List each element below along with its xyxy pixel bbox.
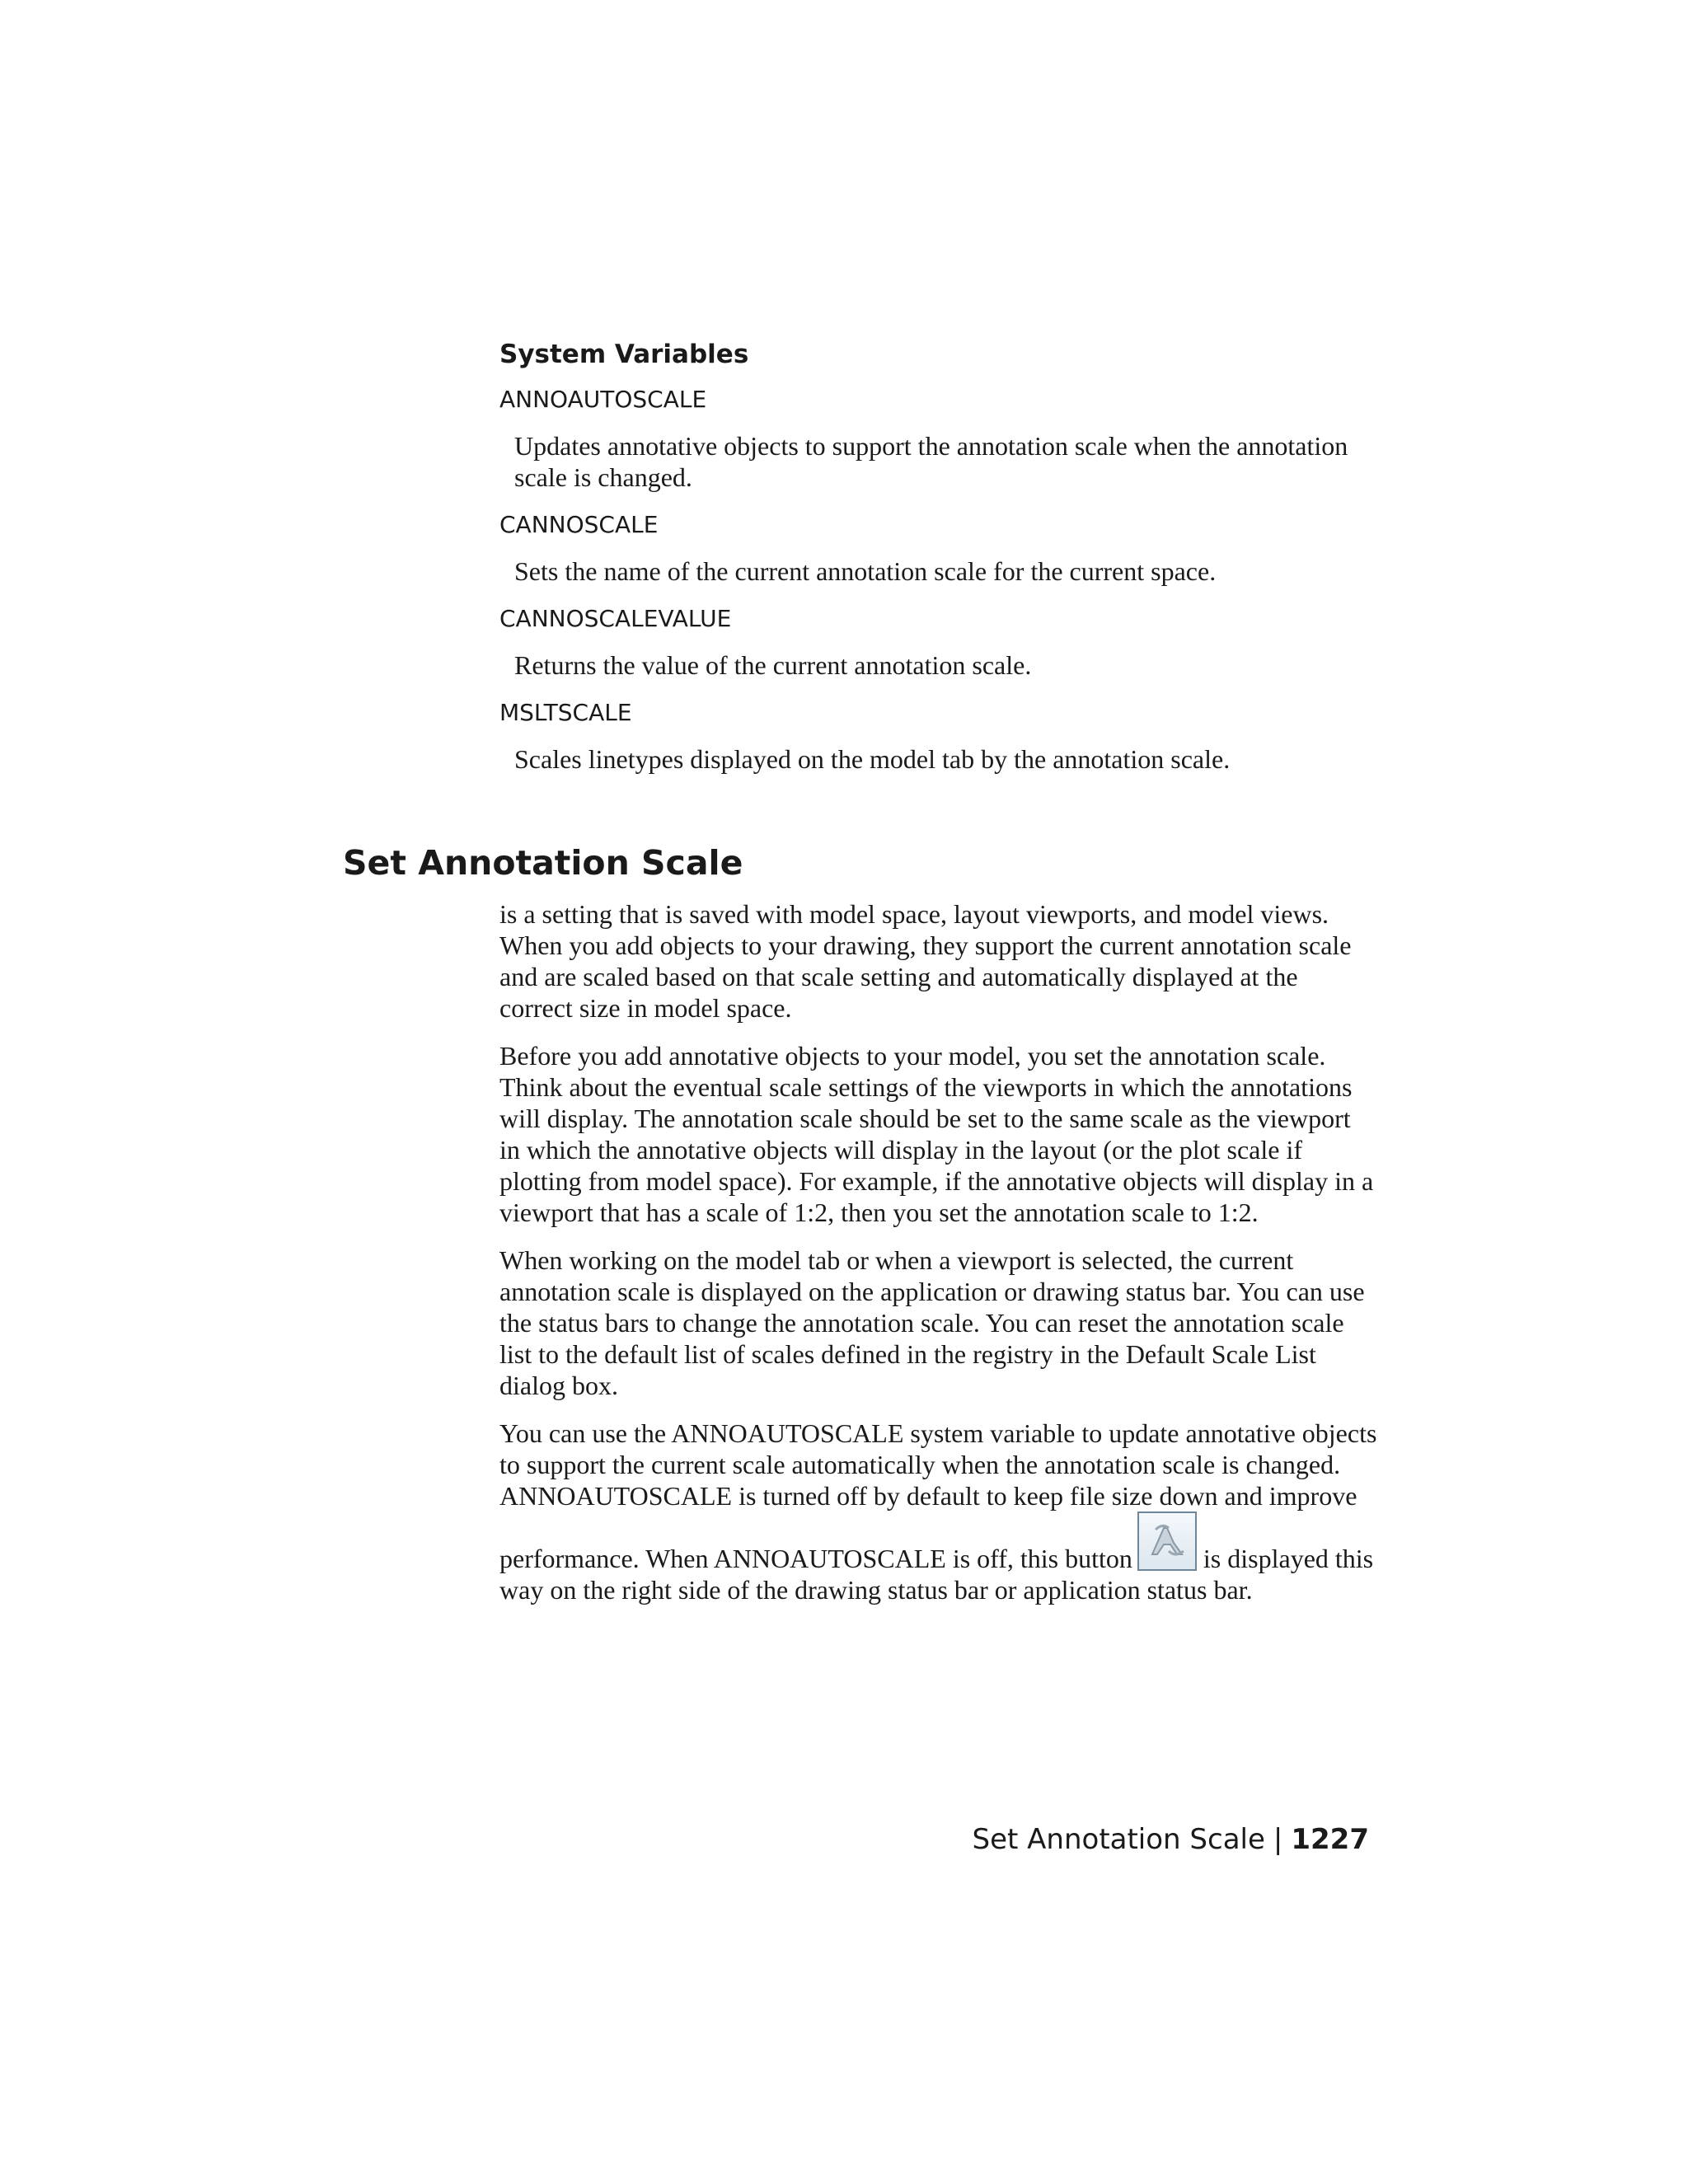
sysvar-description-cannoscale: Sets the name of the current annotation scale for the current space. [514,556,1217,586]
sysvar-description-cannoscalevalue: Returns the value of the current annotation scale. [514,650,1032,680]
paragraph-text-before-icon: You can use the ANNOAUTOSCALE system variable to update annotative objects to support the current scale automatically when the annotation scale is changed. ANNOAUTOSCALE is turned off by default to keep file size down and improve performance. When ANNOAUTOSCALE is off, this button [499,1418,1377,1573]
section-body [499,898,1377,1622]
page-footer [973,1821,1369,1858]
sysvar-description-annoautoscale: Updates annotative objects to support the annotation scale when the annotation scale is changed. [514,431,1348,492]
body-paragraph: is a setting that is saved with model space, layout viewports, and model views. When you add objects to your drawing, they support the current annotation scale and are scaled based on that scale setting and automatically displayed at the correct size in model space. [499,899,1352,1023]
body-paragraph-annoautoscale [499,1418,1377,1605]
system-variables-heading: System Variables [499,340,749,369]
sysvar-name-annoautoscale: ANNOAUTOSCALE [499,386,707,413]
system-variables-section [499,338,1373,791]
section-title: Set Annotation Scale [343,843,743,883]
footer-title: Set Annotation Scale [972,1823,1265,1856]
footer-separator: | [1273,1823,1283,1856]
body-paragraph: Before you add annotative objects to your model, you set the annotation scale. Think about the eventual scale settings of the viewports in which the annotations will display. The annotation scale should be set to the same scale as the viewport in which the annotative objects will display in the layout (or the plot scale if plotting from model space). For example, if the annotative objects will display in a viewport that has a scale of 1:2, then you set the annotation scale to 1:2. [499,1041,1374,1227]
annoautoscale-off-icon [1137,1511,1197,1571]
sysvar-name-msltscale: MSLTSCALE [499,699,632,726]
page-number: 1227 [1291,1823,1369,1856]
sysvar-name-cannoscalevalue: CANNOSCALEVALUE [499,605,732,632]
paragraph-text-after-icon: is displayed this way on the right side of the drawing status bar or application status bar. [499,1544,1374,1605]
body-paragraph: When working on the model tab or when a viewport is selected, the current annotation scale is displayed on the application or drawing status bar. You can use the status bars to change the annotation scale. You can reset the annotation scale list to the default list of scales defined in the registry in the Default Scale List dialog box. [499,1245,1365,1400]
sysvar-name-cannoscale: CANNOSCALE [499,511,659,538]
sysvar-description-msltscale: Scales linetypes displayed on the model tab by the annotation scale. [514,744,1231,774]
